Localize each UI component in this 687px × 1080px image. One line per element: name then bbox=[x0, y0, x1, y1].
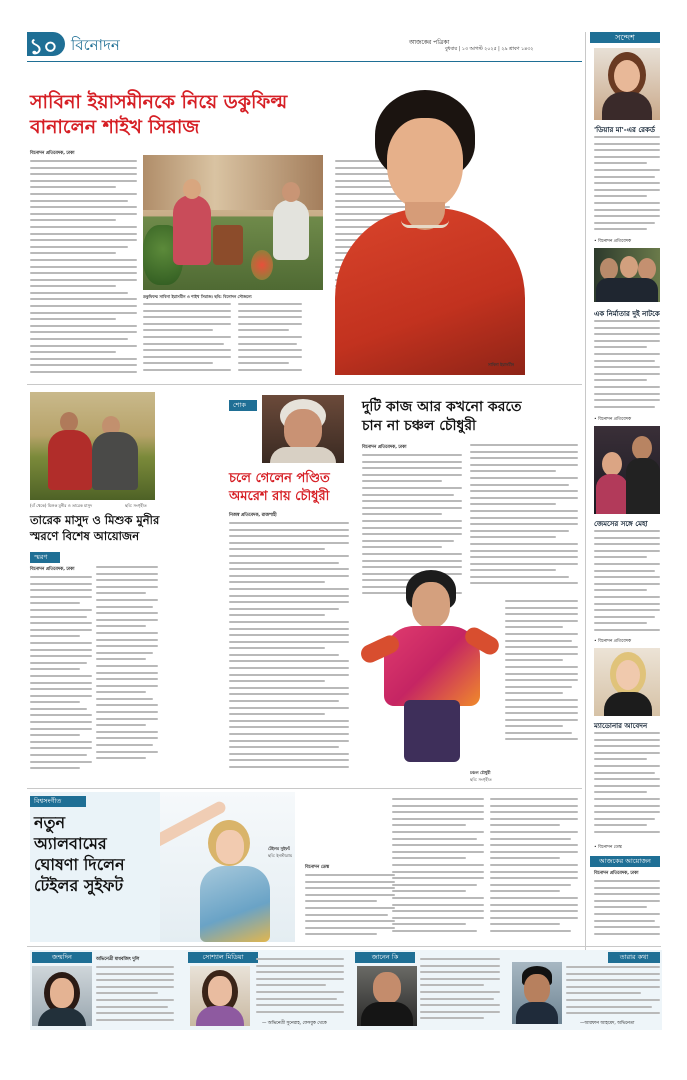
mid-rule-1 bbox=[27, 384, 582, 385]
studio-person-left-head bbox=[183, 179, 201, 199]
chanchal-legs bbox=[404, 700, 460, 762]
sidebar-body-4 bbox=[594, 732, 660, 840]
photo3-man-head bbox=[632, 436, 652, 460]
bottom-photo-2 bbox=[190, 966, 250, 1026]
lead-body-col3 bbox=[238, 303, 302, 375]
lead-byline: বিনোদন প্রতিবেদক, ঢাকা bbox=[30, 151, 75, 156]
photo3-man-body bbox=[626, 458, 660, 514]
chanchal-body-col3 bbox=[505, 600, 578, 750]
sidebar-byline-1: • বিনোদন প্রতিবেদক bbox=[594, 239, 632, 244]
photo3-woman-head bbox=[602, 452, 622, 476]
obit-byline: নিজস্ব প্রতিবেদক, রাজশাহী bbox=[229, 513, 277, 518]
sidebar-body-2 bbox=[594, 320, 660, 415]
chanchal-face bbox=[412, 582, 450, 628]
b2-body bbox=[196, 1006, 244, 1026]
photo2-person1 bbox=[600, 258, 618, 280]
lead-headline bbox=[30, 90, 330, 140]
studio-person-left bbox=[173, 195, 211, 265]
obit-headline bbox=[229, 470, 354, 506]
photo4-body bbox=[604, 692, 652, 716]
obit-headline-line2: অমরেশ রায় চৌধুরী bbox=[229, 489, 330, 504]
lead-headline-line1: সাবিনা ইয়াসমীনকে নিয়ে ডকুফিল্ম bbox=[30, 91, 288, 113]
chanchal-byline: বিনোদন প্রতিবেদক, ঢাকা bbox=[362, 445, 407, 450]
tareq-caption: (বাঁ থেকে) মিশুক মুনীর ও তারেক মাসুদ bbox=[30, 503, 93, 508]
bottom-bar-1: জন্মদিন bbox=[32, 952, 92, 963]
tareq-person2-body bbox=[92, 432, 138, 490]
lead-studio-photo bbox=[143, 155, 323, 290]
taylor-headline-line3: ঘোষণা দিলেন bbox=[34, 855, 125, 874]
taylor-caption: টেইলর সুইফট bbox=[268, 846, 291, 851]
b3-face bbox=[373, 972, 401, 1004]
photo3-woman-body bbox=[596, 474, 628, 514]
obit-section-bar: শোক bbox=[229, 400, 257, 411]
sidebar-header-bar: সন্দেশ bbox=[590, 32, 660, 43]
sidebar-body-1 bbox=[594, 136, 660, 236]
b3-body bbox=[361, 1002, 413, 1026]
taylor-credit: ছবি: ইনস্টাগ্রাম bbox=[268, 853, 293, 858]
bottom-byline-2: — অভিনেত্রী সুনেরাহ, ফেসবুক থেকে bbox=[262, 1021, 327, 1026]
obit-body-col1 bbox=[229, 522, 349, 777]
sidebar-header-bar-2: আজকের আয়োজন bbox=[590, 856, 660, 867]
b1-body bbox=[38, 1008, 86, 1026]
tareq-body-col2 bbox=[96, 566, 158, 766]
tareq-byline: বিনোদন প্রতিবেদক, ঢাকা bbox=[30, 567, 75, 572]
sidebar-title-3: জেমসের সঙ্গে মেহা bbox=[594, 520, 648, 528]
portrait-face bbox=[387, 118, 463, 210]
sidebar-byline-4: • বিনোদন ডেস্ক bbox=[594, 845, 622, 850]
chanchal-headline-line1: দুটি কাজ আর কখনো করতে bbox=[362, 399, 522, 415]
paper-name: আজকের পত্রিকা bbox=[409, 39, 450, 46]
obit-body bbox=[270, 447, 336, 463]
sidebar-photo-1 bbox=[594, 48, 660, 120]
page-header bbox=[27, 32, 582, 58]
taylor-body bbox=[200, 866, 270, 942]
bottom-body-2 bbox=[256, 958, 344, 1016]
studio-person-right bbox=[273, 200, 309, 260]
bottom-bar-2: সোশ্যাল মিডিয়া bbox=[188, 952, 258, 963]
tareq-headline bbox=[30, 512, 200, 544]
lead-portrait bbox=[305, 90, 525, 375]
studio-chair bbox=[213, 225, 243, 265]
lead-photo-caption: ডকুফিল্মে সাবিনা ইয়াসমীন ও শাইখ সিরাজ। ছবি: বিনোদন সৌজন্যে bbox=[143, 294, 252, 299]
bottom-byline-4: —আরফান আহমেদ, অভিনেতা bbox=[580, 1021, 635, 1026]
sidebar-title-2: এক নির্মাতার দুই নাটকে bbox=[594, 310, 660, 318]
taylor-headline-line1: নতুন bbox=[34, 813, 66, 832]
obit-photo bbox=[262, 395, 344, 463]
sidebar-title-1: 'ডিয়ার মা'-এর রেকর্ড bbox=[594, 126, 656, 134]
tareq-person1-head bbox=[60, 412, 78, 432]
taylor-body-col1 bbox=[305, 874, 395, 938]
studio-flowers bbox=[251, 250, 273, 280]
bottom-body-1 bbox=[96, 966, 174, 1024]
taylor-face bbox=[216, 830, 244, 864]
sidebar-photo-4 bbox=[594, 648, 660, 716]
bottom-body-3 bbox=[420, 958, 500, 1024]
tareq-headline-line2: স্মরণে বিশেষ আয়োজন bbox=[30, 529, 140, 543]
bottom-name-1: অভিনেত্রী মাধবজিৎ দুলি bbox=[96, 957, 140, 962]
photo1-face bbox=[614, 60, 640, 92]
tareq-person1-body bbox=[48, 430, 92, 490]
tareq-credit: ছবি: সংগৃহীত bbox=[125, 503, 147, 508]
photo2-person3 bbox=[638, 258, 656, 280]
portrait-necklace bbox=[401, 220, 449, 228]
chanchal-photo bbox=[360, 560, 500, 770]
bottom-rule bbox=[27, 946, 661, 947]
obit-headline-line1: চলে গেলেন পণ্ডিত bbox=[229, 471, 330, 486]
sidebar-title-4: ম্যাডোনার আবেদন bbox=[594, 722, 648, 730]
portrait-body bbox=[335, 208, 525, 375]
lead-body-col2 bbox=[143, 303, 231, 375]
taylor-headline-line4: টেইলর সুইফট bbox=[34, 876, 124, 895]
tareq-photo bbox=[30, 392, 155, 500]
studio-person-right-head bbox=[282, 182, 300, 202]
bottom-bar-3: জানেন কি bbox=[355, 952, 415, 963]
bottom-photo-1 bbox=[32, 966, 92, 1026]
taylor-headline-line2: অ্যালবামের bbox=[34, 834, 107, 853]
b2-face bbox=[208, 976, 232, 1006]
tareq-section-bar: স্মরণ bbox=[30, 552, 60, 563]
issue-date: বুধবার | ১৩ আগস্ট ২০২৫ | ২৯ শ্রাবণ ১৪৩২ bbox=[445, 47, 534, 52]
sidebar-body-3 bbox=[594, 530, 660, 635]
bottom-bar-4: তারার কথা bbox=[608, 952, 660, 963]
taylor-byline: বিনোদন ডেস্ক bbox=[305, 865, 329, 870]
taylor-section-bar: বিশ্বসংগীত bbox=[30, 796, 86, 807]
taylor-body-col2 bbox=[392, 798, 484, 938]
sidebar-divider bbox=[585, 32, 586, 1026]
sidebar-byline-3: • বিনোদন প্রতিবেদক bbox=[594, 639, 632, 644]
chanchal-headline bbox=[362, 398, 577, 436]
header-rule bbox=[27, 61, 582, 62]
bottom-body-4 bbox=[566, 966, 660, 1016]
lead-body-col1 bbox=[30, 160, 137, 375]
sidebar-byline-5: বিনোদন প্রতিবেদক, ঢাকা bbox=[594, 871, 639, 876]
photo4-face bbox=[616, 660, 640, 690]
page-number: ১০ bbox=[29, 35, 58, 60]
photo2-person2 bbox=[620, 256, 638, 278]
taylor-headline bbox=[34, 812, 194, 896]
tareq-body-col1 bbox=[30, 576, 92, 776]
tareq-headline-line1: তারেক মাসুদ ও মিশুক মুনীর bbox=[30, 513, 160, 527]
bottom-photo-3 bbox=[357, 966, 417, 1026]
mid-rule-2 bbox=[27, 788, 582, 789]
sidebar-photo-3 bbox=[594, 426, 660, 514]
chanchal-caption: চঞ্চল চৌধুরী bbox=[470, 770, 491, 775]
lead-headline-line2: বানালেন শাইখ সিরাজ bbox=[30, 116, 200, 138]
photo2-bodies bbox=[596, 278, 658, 302]
sidebar-body-5 bbox=[594, 880, 660, 940]
b4-body bbox=[516, 1002, 558, 1024]
chanchal-credit: ছবি: সংগৃহীত bbox=[470, 777, 492, 782]
sidebar-photo-2 bbox=[594, 248, 660, 302]
taylor-body-col3 bbox=[490, 798, 578, 938]
photo1-body bbox=[602, 92, 652, 120]
section-title: বিনোদন bbox=[71, 36, 120, 54]
chanchal-headline-line2: চান না চঞ্চল চৌধুরী bbox=[362, 418, 477, 434]
portrait-caption: সাবিনা ইয়াসমীন bbox=[488, 362, 515, 367]
b4-face bbox=[524, 974, 550, 1004]
sidebar-byline-2: • বিনোদন প্রতিবেদক bbox=[594, 417, 632, 422]
b1-face bbox=[50, 978, 74, 1008]
bottom-photo-4 bbox=[512, 962, 562, 1024]
obit-face bbox=[284, 409, 322, 451]
